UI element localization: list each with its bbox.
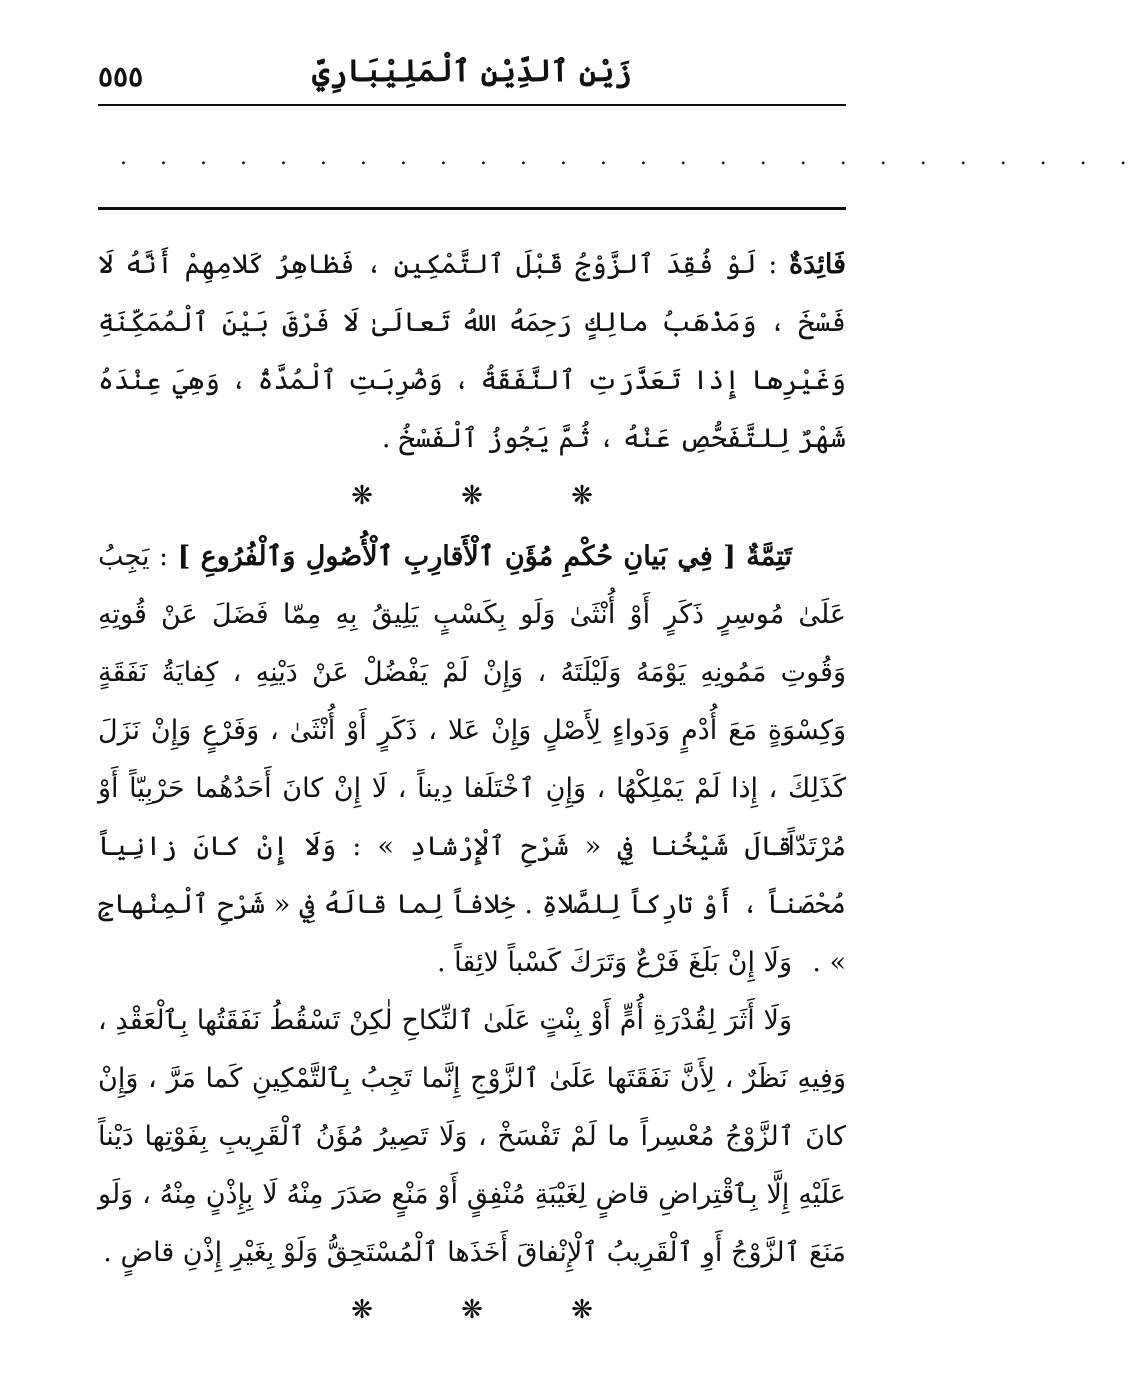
star-icon: ❋ (351, 1295, 373, 1325)
paragraph-text: قالَ شَيْخُنا فِي « شَرْحِ ٱلْإِرْشادِ » : وَلَا إِنْ كانَ زانِياً مُحْصَناً ، أَوْ تارِكاً لِلصَّلاةِ . خِلافاً لِما قالَهُ فِي « شَرْحِ ٱلْمِنْهاجِ » . (98, 831, 846, 978)
star-icon: ❋ (571, 1295, 593, 1325)
paragraph-faida (98, 236, 846, 468)
paragraph-text: وَلَا إِنْ بَلَغَ فَرْعٌ وَتَرَكَ كَسْباً لائِقاً . (437, 947, 792, 978)
section-rule (98, 207, 846, 210)
star-separator (98, 1282, 846, 1342)
paragraph-lead: فَائِدَةٌ (789, 249, 846, 280)
star-icon: ❋ (351, 481, 373, 511)
paragraph-far (98, 934, 846, 992)
paragraph-text: : لَوْ فُقِدَ ٱلزَّوْجُ قَبْلَ ٱلتَّمْكِينِ ، فَظاهِرُ كَلامِهِمْ أَنَّهُ لَا فَسْخَ ، وَمَذْهَبُ مالِكٍ رَحِمَهُ اللهُ تَعالَىٰ لَا فَرْقَ بَيْنَ ٱلْمُمَكِّنَةِ وَغَيْرِها إِذا تَعَذَّرَتِ ٱلنَّفَقَةُ ، وَضُرِبَتِ ٱلْمُدَّةُ ، وَهِيَ عِنْدَهُ شَهْرٌ لِلتَّفَحُّصِ عَنْهُ ، ثُمَّ يَجُوزُ ٱلْفَسْخُ . (98, 249, 846, 454)
star-icon: ❋ (461, 1295, 483, 1325)
paragraph-text: وَلَا أَثَرَ لِقُدْرَةِ أُمٍّ أَوْ بِنْتٍ عَلَىٰ ٱلنِّكاحِ لٰكِنْ تَسْقُطُ نَفَقَتُها بِٱلْعَقْدِ ، وَفِيهِ نَظَرٌ ، لِأَنَّ نَفَقَتَها عَلَىٰ ٱلزَّوْجِ إِنَّما تَجِبُ بِٱلتَّمْكِينِ كَما مَرَّ ، وَإِنْ كانَ ٱلزَّوْجُ مُعْسِراً ما لَمْ تَفْسَخْ ، وَلَا تَصِيرُ مُؤَنُ ٱلْقَرِيبِ بِفَوْتِها دَيْناً عَلَيْهِ إِلَّا بِٱقْتِراضِ قاضٍ لِغَيْبَةِ مُنْفِقٍ أَوْ مَنْعٍ صَدَرَ مِنْهُ لَا بِإِذْنٍ مِنْهُ ، وَلَو مَنَعَ ٱلزَّوْجُ أَوِ ٱلْقَرِيبُ ٱلْإِنْفاقَ أَخَذَها ٱلْمُسْتَحِقُّ وَلَوْ بِغَيْرِ إِذْنِ قاضٍ . (98, 1005, 846, 1268)
paragraph-athar (98, 992, 846, 1282)
dotted-line: . . . . . . . . . . . . . . . . . . . . . . . . . . (120, 145, 1140, 170)
star-separator (98, 468, 846, 528)
running-title: زَيْن ٱلدِّيْنِ ٱلْمَلِيْبَارِيِّ (312, 54, 632, 89)
page-header (98, 50, 846, 100)
paragraph-lead: تَتِمَّةٌ [ فِي بَيانِ حُكْمِ مُؤَنِ ٱلْأَقارِبِ ٱلْأُصُولِ وَٱلْفُرُوعِ ] (177, 541, 792, 572)
page-number: ٥٥٥ (98, 60, 144, 93)
header-rule (98, 104, 846, 106)
paragraph-text: : يَجِبُ عَلَىٰ مُوسِرٍ ذَكَرٍ أَوْ أُنْثَىٰ وَلَو بِكَسْبٍ يَلِيقُ بِهِ مِمّا فَضَلَ عَنْ قُوتِهِ وَقُوتِ مَمُونِهِ يَوْمَهُ وَلَيْلَتَهُ ، وَإِنْ لَمْ يَفْضُلْ عَنْ دَيْنِهِ ، كِفايَةُ نَفَقَةٍ وَكِسْوَةٍ مَعَ أُدْمٍ وَدَواءٍ لِأَصْلٍ وَإِنْ عَلا ، ذَكَرٍ أَوْ أُنْثَىٰ ، وَفَرْعٍ وَإِنْ نَزَلَ كَذَلِكَ ، إِذا لَمْ يَمْلِكْهُا ، وَإِنِ ٱخْتَلَفا دِيناً ، لَا إِنْ كانَ أَحَدُهُما حَرْبِيّاً أَوْ مُرْتَدّاً . (98, 541, 846, 862)
star-icon: ❋ (571, 481, 593, 511)
paragraph-tatimma (98, 528, 846, 862)
star-icon: ❋ (461, 481, 483, 511)
body-text (98, 236, 846, 1342)
